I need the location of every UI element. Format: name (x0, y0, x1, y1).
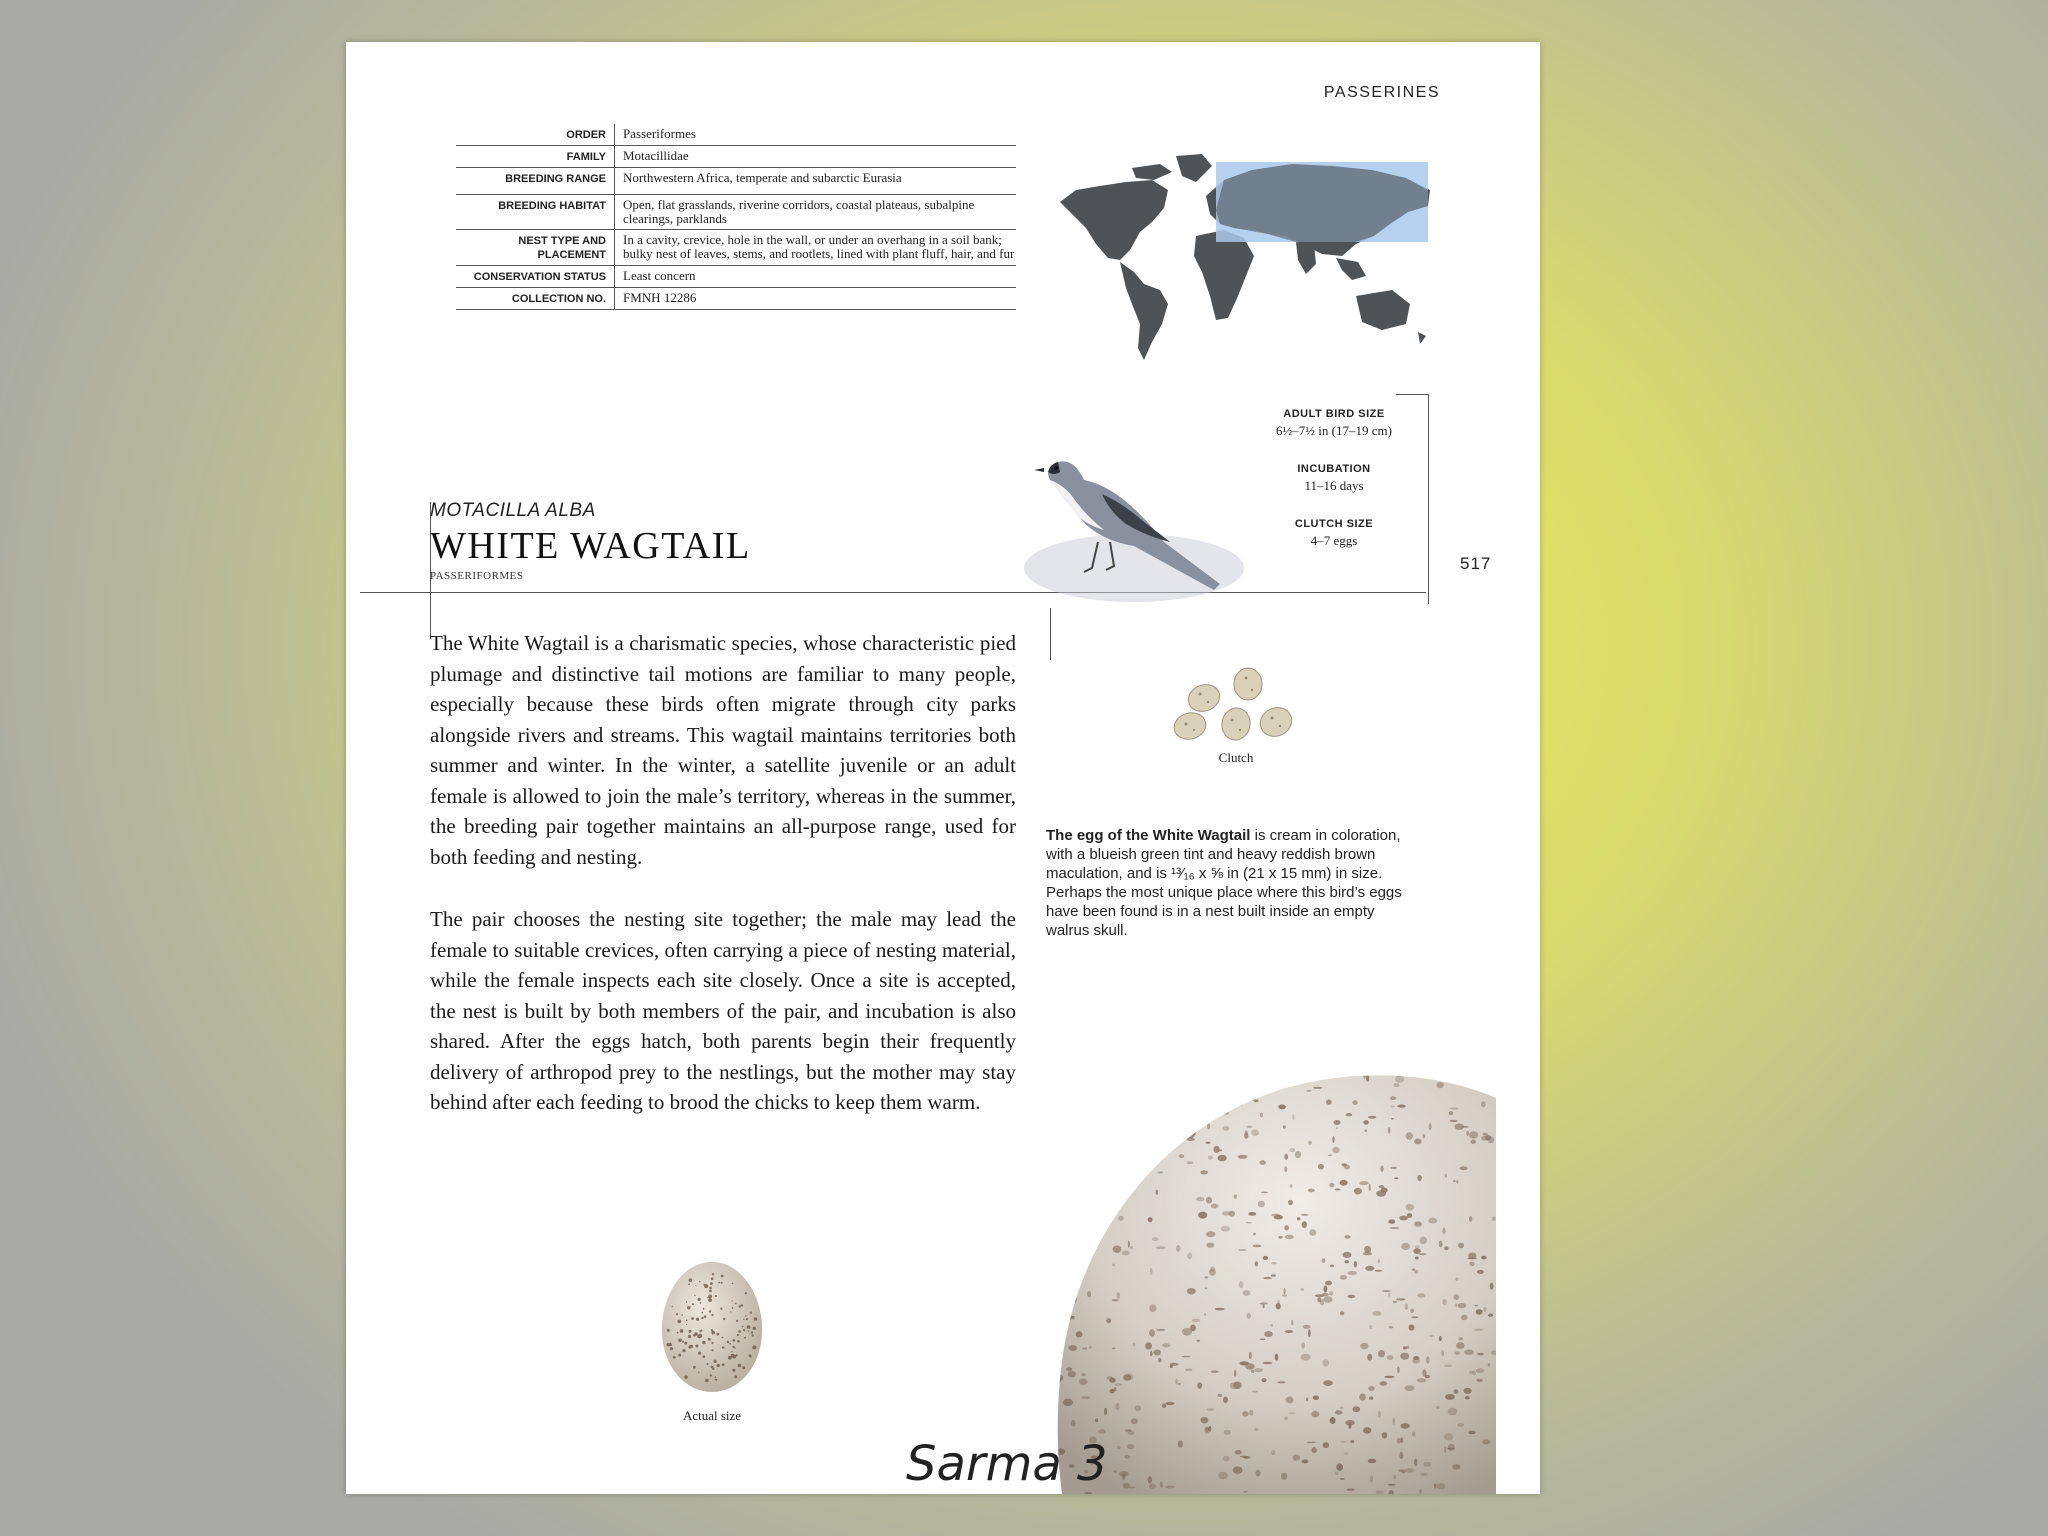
row-value: Northwestern Africa, temperate and subarctic Eurasia (623, 170, 902, 185)
row-label: NEST TYPE AND PLACEMENT (456, 230, 615, 265)
row-label: BREEDING HABITAT (456, 195, 615, 229)
table-row (456, 168, 1016, 195)
table-row (456, 124, 1016, 146)
stat-label: INCUBATION (1297, 463, 1371, 475)
signature-text: Sarma 3 (906, 1436, 1108, 1492)
actual-size-egg-image (652, 1256, 772, 1398)
stats-box-rule (1428, 394, 1429, 604)
species-order: PASSERIFORMES (430, 570, 524, 582)
row-label: COLLECTION NO. (456, 288, 615, 309)
egg-caption-lead: The egg of the White Wagtail (1046, 827, 1251, 844)
row-label: BREEDING RANGE (456, 168, 615, 194)
enlarged-egg-image (1056, 1068, 1498, 1494)
body-paragraph: The White Wagtail is a charismatic species, whose characteristic pied plumage and distinctive tail motions are familiar to many people, especially because these birds often migrate through city parks alongside rivers and streams. This wagtail maintains territories both summer and winter. In the winter, a satellite juvenile or an adult female is allowed to join the male’s territory, whereas in the summer, the breeding pair together maintains an all-purpose range, used for both feeding and nesting. (430, 631, 1016, 869)
table-row (456, 230, 1016, 266)
row-value: Passeriformes (623, 126, 696, 141)
breeding-range-map (1056, 124, 1446, 364)
egg-caption-text: is cream in coloration, with a blueish green tint and heavy reddish brown maculation, and is ¹³⁄₁₆ x ⅝ in (21 x 15 mm) in size. Perhaps the most unique place where this bird’s eggs have been found is in a nest built inside an empty walrus skull. (1046, 827, 1402, 939)
stat-value: 6½–7½ in (17–19 cm) (1276, 423, 1392, 438)
species-latin-name: MOTACILLA ALBA (430, 500, 596, 521)
species-common-name: WHITE WAGTAIL (430, 525, 751, 567)
table-row (456, 195, 1016, 230)
row-label: ORDER (456, 124, 615, 145)
stats-box-rule-top (1396, 394, 1429, 395)
row-label: FAMILY (456, 146, 615, 167)
egg-caption (1046, 826, 1412, 940)
table-row (456, 266, 1016, 288)
stat-label: ADULT BIRD SIZE (1283, 408, 1385, 420)
table-row (456, 146, 1016, 168)
row-value: Motacillidae (623, 148, 689, 163)
stat-label: CLUTCH SIZE (1294, 518, 1374, 530)
running-head: PASSERINES (1323, 84, 1440, 101)
body-text (430, 628, 1016, 1150)
row-value: Least concern (623, 268, 696, 283)
row-value: In a cavity, crevice, hole in the wall, or under an overhang in a soil bank; bulky nest of leaves, stems, and rootlets, lined with plant fluff, hair, and fur (623, 232, 1015, 261)
clutch-caption: Clutch (1218, 750, 1254, 765)
species-title-block (430, 500, 751, 582)
species-stats (1244, 408, 1424, 573)
row-label: CONSERVATION STATUS (456, 266, 615, 287)
actual-size-caption: Actual size (682, 1408, 742, 1423)
species-data-table (456, 124, 1016, 310)
stat-value: 4–7 eggs (1310, 533, 1358, 548)
stat-value: 11–16 days (1304, 478, 1364, 493)
row-value: Open, flat grasslands, riverine corridors, coastal plateaus, subalpine clearings, parklands (623, 197, 975, 226)
signature (906, 1410, 1108, 1494)
table-row (456, 288, 1016, 310)
page-number: 517 (1460, 554, 1492, 573)
row-value: FMNH 12286 (623, 290, 697, 305)
body-paragraph: The pair chooses the nesting site together; the male may lead the female to suitable crevices, often carrying a piece of nesting material, while the female inspects each site closely. Once a site is accepted, the nest is built by both members of the pair, and incubation is also shared. After the eggs hatch, both parents begin their frequently delivery of arthropod prey to the nestlings, but the mother may stay behind after each feeding to brood the chicks to keep them warm. (430, 907, 1016, 1114)
clutch-eggs-image (1166, 650, 1306, 750)
book-page (346, 42, 1540, 1494)
